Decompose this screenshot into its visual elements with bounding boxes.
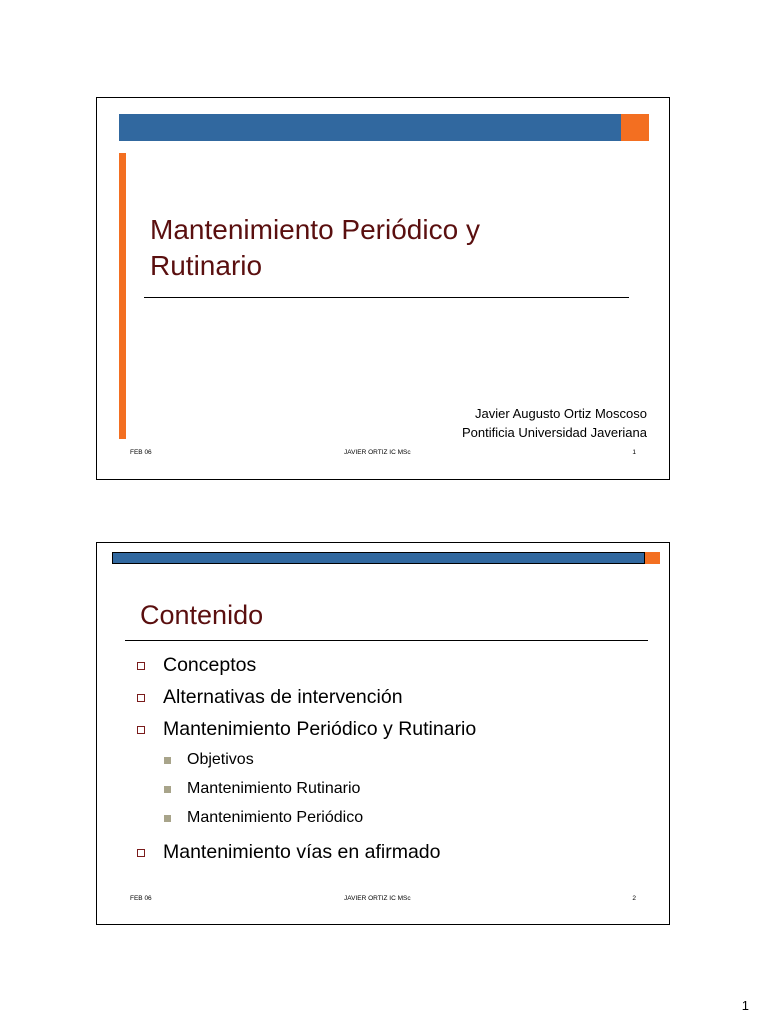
footer-date: FEB 06 xyxy=(130,449,152,456)
title-divider xyxy=(125,640,648,641)
header-bar xyxy=(112,552,645,564)
author-institution: Pontificia Universidad Javeriana xyxy=(462,425,647,440)
sublist-item-text: Objetivos xyxy=(187,751,254,768)
square-bullet-icon xyxy=(137,662,145,670)
footer-slide-number: 1 xyxy=(632,449,636,456)
title-divider xyxy=(144,297,629,298)
list-item-text: Conceptos xyxy=(163,654,257,676)
slide-title-line-1: Mantenimiento Periódico y xyxy=(150,214,480,245)
header-bar xyxy=(119,114,621,141)
footer-date: FEB 06 xyxy=(130,895,152,902)
footer-presenter: JAVIER ORTIZ IC MSc xyxy=(344,895,411,902)
filled-square-bullet-icon xyxy=(164,757,171,764)
sublist-item-text: Mantenimiento Periódico xyxy=(187,809,364,826)
sublist-item xyxy=(135,803,655,832)
sublist-item xyxy=(135,774,655,803)
square-bullet-icon xyxy=(137,849,145,857)
list-item xyxy=(135,713,655,745)
footer-slide-number: 2 xyxy=(632,895,636,902)
header-accent-block xyxy=(621,114,649,141)
list-item-text: Alternativas de intervención xyxy=(163,686,403,708)
content-list xyxy=(135,649,655,868)
footer-presenter: JAVIER ORTIZ IC MSc xyxy=(344,449,411,456)
filled-square-bullet-icon xyxy=(164,815,171,822)
list-item-text: Mantenimiento vías en afirmado xyxy=(163,841,441,863)
slide-title: Contenido xyxy=(140,600,264,630)
sublist xyxy=(135,745,655,836)
sublist-item xyxy=(135,745,655,774)
page-number: 1 xyxy=(741,998,749,1013)
slide-1 xyxy=(96,97,670,480)
filled-square-bullet-icon xyxy=(164,786,171,793)
square-bullet-icon xyxy=(137,694,145,702)
list-item xyxy=(135,649,655,681)
square-bullet-icon xyxy=(137,726,145,734)
list-item-text: Mantenimiento Periódico y Rutinario xyxy=(163,718,477,740)
header-accent-block xyxy=(645,552,660,564)
slide-title-line-2: Rutinario xyxy=(150,250,263,281)
sublist-container xyxy=(135,745,655,836)
author-name: Javier Augusto Ortiz Moscoso xyxy=(475,406,647,421)
list-item xyxy=(135,681,655,713)
slide-2 xyxy=(96,542,670,925)
list-item xyxy=(135,836,655,868)
vertical-accent-bar xyxy=(119,153,126,439)
sublist-item-text: Mantenimiento Rutinario xyxy=(187,780,361,797)
slide-title xyxy=(150,212,620,284)
author-block xyxy=(462,404,647,442)
